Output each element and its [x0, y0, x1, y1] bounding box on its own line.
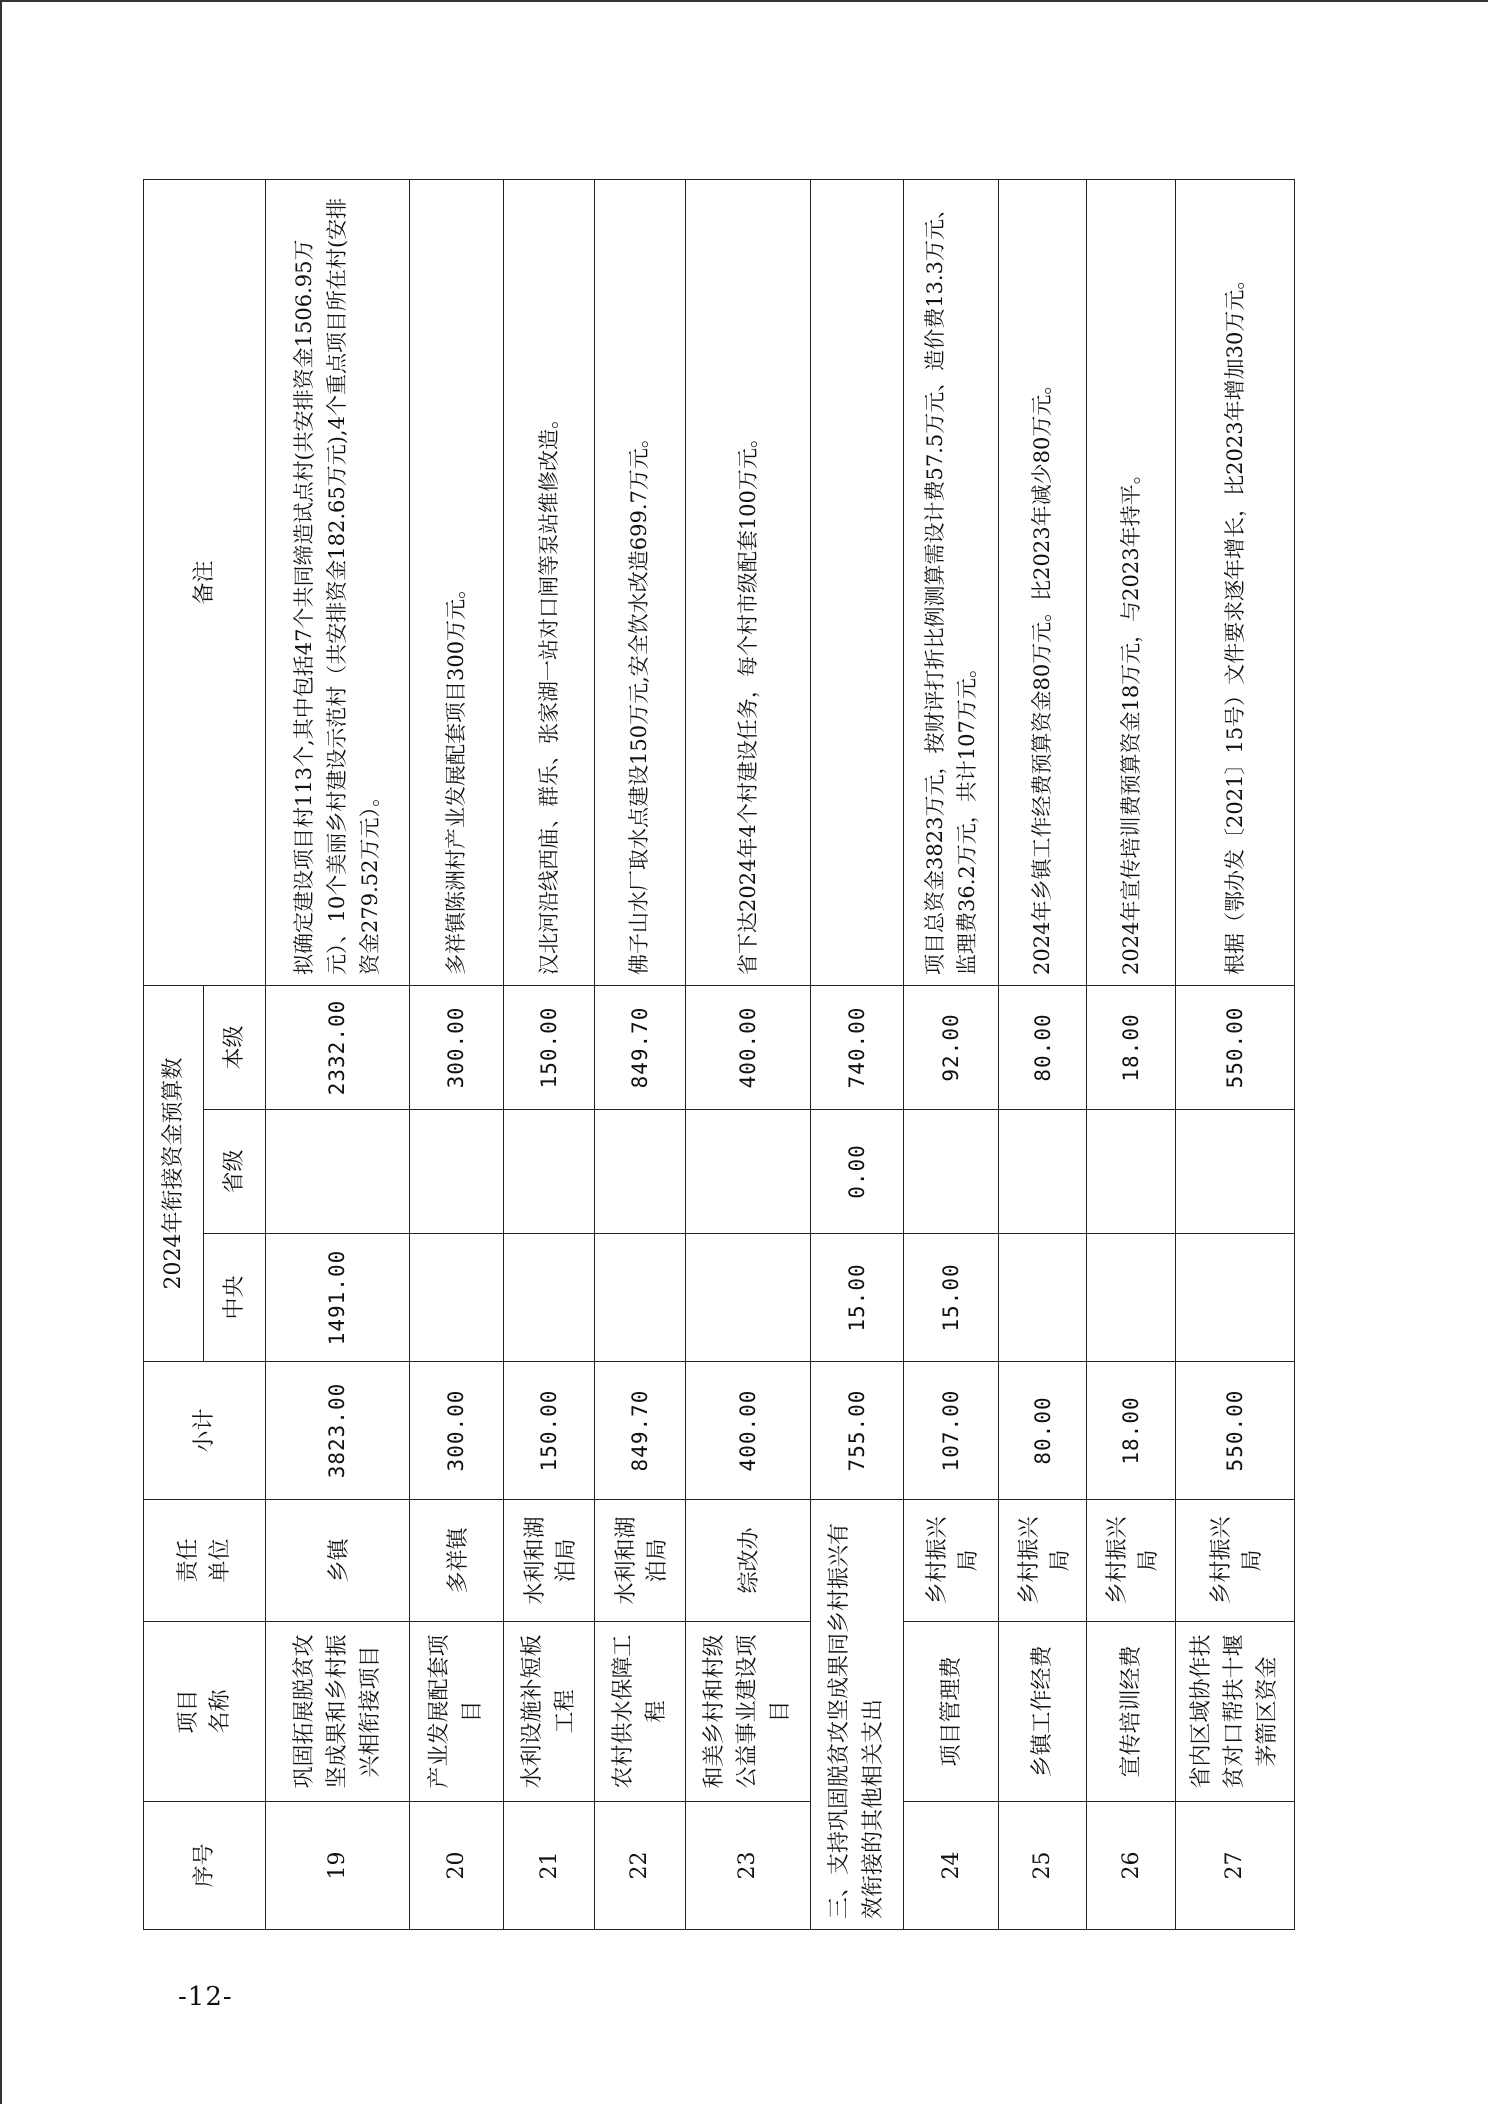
cell-subtotal: 80.00	[999, 1362, 1087, 1500]
table-row	[904, 179, 999, 1929]
cell-project-name: 产业发展配套项目	[409, 1622, 504, 1802]
cell-project-name: 水利设施补短板工程	[504, 1622, 595, 1802]
table-row	[1175, 179, 1294, 1929]
header-subtotal: 小计	[144, 1362, 266, 1500]
cell-local: 400.00	[685, 985, 811, 1109]
cell-provincial	[594, 1110, 685, 1234]
page-frame-left	[0, 0, 2, 2104]
page-frame-top	[0, 0, 1488, 2]
cell-subtotal: 849.70	[594, 1362, 685, 1500]
cell-local: 150.00	[504, 985, 595, 1109]
header-unit: 责任 单位	[144, 1500, 266, 1622]
cell-project-name: 宣传培训经费	[1087, 1622, 1175, 1802]
cell-remark: 汉北河沿线西庙、群乐、张家湖一站对口闸等泵站维修改造。	[504, 179, 595, 985]
cell-subtotal: 3823.00	[266, 1362, 410, 1500]
cell-remark	[811, 179, 904, 985]
cell-provincial	[685, 1110, 811, 1234]
cell-seq: 24	[904, 1802, 999, 1930]
cell-central	[1175, 1234, 1294, 1362]
cell-subtotal: 400.00	[685, 1362, 811, 1500]
header-central: 中央	[204, 1234, 266, 1362]
cell-section-title: 三、支持巩固脱贫攻坚成果同乡村振兴有效衔接的其他相关支出	[811, 1500, 904, 1930]
cell-seq: 21	[504, 1802, 595, 1930]
budget-table	[143, 179, 1295, 1930]
table-row	[266, 179, 410, 1929]
cell-provincial	[1175, 1110, 1294, 1234]
cell-subtotal: 755.00	[811, 1362, 904, 1500]
header-provincial: 省级	[204, 1110, 266, 1234]
cell-central	[999, 1234, 1087, 1362]
cell-provincial	[999, 1110, 1087, 1234]
cell-remark: 项目总资金3823万元，按财评打折比例测算需设计费57.5万元、造价费13.3万元、监理费36.2万元，共计107万元。	[904, 179, 999, 985]
cell-central	[685, 1234, 811, 1362]
cell-subtotal: 150.00	[504, 1362, 595, 1500]
cell-unit: 乡村振兴局	[1175, 1500, 1294, 1622]
cell-unit: 水利和湖泊局	[504, 1500, 595, 1622]
cell-remark: 省下达2024年4个村建设任务，每个村市级配套100万元。	[685, 179, 811, 985]
cell-remark: 佛子山水厂取水点建设150万元,安全饮水改造699.7万元。	[594, 179, 685, 985]
cell-project-name: 项目管理费	[904, 1622, 999, 1802]
table-row	[504, 179, 595, 1929]
cell-local: 550.00	[1175, 985, 1294, 1109]
cell-provincial	[504, 1110, 595, 1234]
header-budget-group: 2024年衔接资金预算数	[144, 985, 204, 1361]
cell-project-name: 巩固拓展脱贫攻坚成果和乡村振兴相衔接项目	[266, 1622, 410, 1802]
cell-central: 15.00	[904, 1234, 999, 1362]
cell-provincial	[1087, 1110, 1175, 1234]
cell-central: 1491.00	[266, 1234, 410, 1362]
cell-subtotal: 550.00	[1175, 1362, 1294, 1500]
cell-remark: 2024年乡镇工作经费预算资金80万元。比2023年减少80万元。	[999, 179, 1087, 985]
cell-remark: 2024年宣传培训费预算资金18万元，与2023年持平。	[1087, 179, 1175, 985]
cell-local: 740.00	[811, 985, 904, 1109]
table-row	[685, 179, 811, 1929]
cell-project-name: 省内区域协作扶贫对口帮扶十堰茅箭区资金	[1175, 1622, 1294, 1802]
table-row	[999, 179, 1087, 1929]
cell-unit: 水利和湖泊局	[594, 1500, 685, 1622]
cell-central: 15.00	[811, 1234, 904, 1362]
cell-provincial	[904, 1110, 999, 1234]
page-number: -12-	[178, 1982, 233, 2012]
cell-unit: 乡村振兴局	[904, 1500, 999, 1622]
cell-local: 80.00	[999, 985, 1087, 1109]
cell-central	[1087, 1234, 1175, 1362]
cell-seq: 20	[409, 1802, 504, 1930]
cell-seq: 22	[594, 1802, 685, 1930]
cell-unit: 乡镇	[266, 1500, 410, 1622]
table-row	[594, 179, 685, 1929]
cell-project-name: 和美乡村和村级公益事业建设项目	[685, 1622, 811, 1802]
cell-unit: 综改办	[685, 1500, 811, 1622]
rotated-table-container	[143, 180, 1295, 1930]
cell-central	[409, 1234, 504, 1362]
cell-project-name: 农村供水保障工程	[594, 1622, 685, 1802]
cell-remark: 根据（鄂办发〔2021〕15号）文件要求逐年增长，比2023年增加30万元。	[1175, 179, 1294, 985]
header-project-name: 项目 名称	[144, 1622, 266, 1802]
cell-local: 18.00	[1087, 985, 1175, 1109]
cell-central	[594, 1234, 685, 1362]
header-remark: 备注	[144, 179, 266, 985]
cell-local: 92.00	[904, 985, 999, 1109]
table-row-section	[811, 179, 904, 1929]
cell-unit: 多祥镇	[409, 1500, 504, 1622]
cell-subtotal: 107.00	[904, 1362, 999, 1500]
cell-local: 849.70	[594, 985, 685, 1109]
cell-provincial	[266, 1110, 410, 1234]
cell-subtotal: 18.00	[1087, 1362, 1175, 1500]
cell-seq: 26	[1087, 1802, 1175, 1930]
cell-seq: 23	[685, 1802, 811, 1930]
cell-project-name: 乡镇工作经费	[999, 1622, 1087, 1802]
cell-provincial: 0.00	[811, 1110, 904, 1234]
table-row	[1087, 179, 1175, 1929]
cell-seq: 25	[999, 1802, 1087, 1930]
header-local: 本级	[204, 985, 266, 1109]
header-seq: 序号	[144, 1802, 266, 1930]
cell-seq: 27	[1175, 1802, 1294, 1930]
cell-central	[504, 1234, 595, 1362]
cell-unit: 乡村振兴局	[1087, 1500, 1175, 1622]
cell-remark: 拟确定建设项目村113个,其中包括47个共同缔造试点村(共安排资金1506.95万元）、10个美丽乡村建设示范村（共安排资金182.65万元),4个重点项目所在村(安排资金279.52万元）。	[266, 179, 410, 985]
cell-remark: 多祥镇陈洲村产业发展配套项目300万元。	[409, 179, 504, 985]
table-row	[409, 179, 504, 1929]
cell-local: 2332.00	[266, 985, 410, 1109]
cell-seq: 19	[266, 1802, 410, 1930]
cell-unit: 乡村振兴局	[999, 1500, 1087, 1622]
cell-local: 300.00	[409, 985, 504, 1109]
cell-provincial	[409, 1110, 504, 1234]
cell-subtotal: 300.00	[409, 1362, 504, 1500]
